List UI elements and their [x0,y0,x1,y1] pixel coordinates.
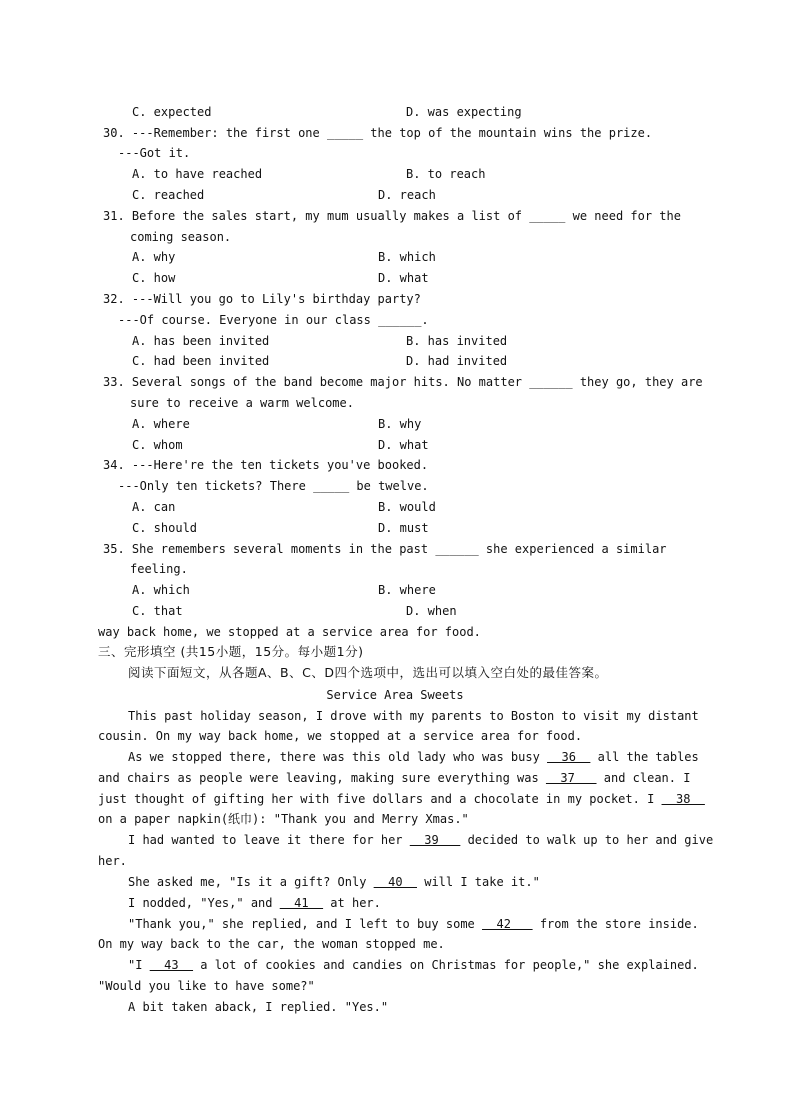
q35-option-d: D. when [406,604,457,618]
text: decided to walk up to her and give [460,833,714,847]
q30-option-b: B. to reach [406,167,486,181]
q31-stem-cont: coming season. [130,230,232,244]
text: at her. [323,896,381,910]
q32-option-d: D. had invited [406,354,508,368]
q34-stem: 34. ---Here're the ten tickets you've booked. [103,458,429,472]
passage-p6-line1 [128,917,699,932]
text: "Thank you," she replied, and I left to buy some [128,917,483,931]
q29-option-c: C. expected [132,105,212,119]
text: "I [128,958,150,972]
q34-reply: ---Only ten tickets? There _____ be twelve. [118,479,429,493]
q32-option-c: C. had been invited [132,354,270,368]
passage-p6-line2: On my way back to the car, the woman stopped me. [98,937,445,951]
q32-option-b: B. has invited [406,334,508,348]
q35-option-b: B. where [378,583,436,597]
section-instruction: 阅读下面短文，从各题A、B、C、D四个选项中，选出可以填入空白处的最佳答案。 [128,665,608,680]
passage-p7-line2: "Would you like to have some?" [98,979,315,993]
q35-stem-cont: feeling. [130,562,188,576]
q29-option-d: D. was expecting [406,105,522,119]
text: As we stopped there, there was this old lady who was busy [128,750,548,764]
text: and chairs as people were leaving, making sure everything was [98,771,546,785]
passage-p2-line1 [128,750,699,765]
section-heading: 三、完形填空 (共15小题，15分。每小题1分) [98,644,364,659]
q31-option-b: B. which [378,250,436,264]
passage-p3-line1 [128,833,713,848]
passage-p1-line2: cousin. On my way back home, we stopped at a service area for food. [98,729,583,743]
blank-36: 36 [547,750,591,764]
q33-option-a: A. where [132,417,190,431]
q34-option-b: B. would [378,500,436,514]
passage-title: Service Area Sweets [326,688,464,702]
text: all the tables [590,750,699,764]
passage-p8: A bit taken aback, I replied. "Yes." [128,1000,389,1014]
q33-option-c: C. whom [132,438,183,452]
passage-p2-line3 [98,792,705,807]
q30-stem: 30. ---Remember: the first one _____ the top of the mountain wins the prize. [103,126,653,140]
q30-option-c: C. reached [132,188,205,202]
q31-option-a: A. why [132,250,176,264]
q33-option-d: D. what [378,438,429,452]
passage-p2-line4: on a paper napkin(纸巾): "Thank you and Merry Xmas." [98,812,469,826]
q33-stem: 33. Several songs of the band become major hits. No matter ______ they go, they are [103,375,703,389]
text: and clean. I [596,771,691,785]
q35-option-a: A. which [132,583,190,597]
q34-option-a: A. can [132,500,176,514]
q30-option-a: A. to have reached [132,167,263,181]
text: a lot of cookies and candies on Christmas for people," she explained. [193,958,699,972]
stray-text-line: way back home, we stopped at a service area for food. [98,625,481,639]
q31-stem: 31. Before the sales start, my mum usually makes a list of _____ we need for the [103,209,681,223]
text: will I take it." [417,875,540,889]
q32-stem: 32. ---Will you go to Lily's birthday party? [103,292,421,306]
text: She asked me, "Is it a gift? Only [128,875,374,889]
q30-reply: ---Got it. [118,146,191,160]
blank-39: 39 [409,833,461,847]
q35-option-c: C. that [132,604,183,618]
q32-reply: ---Of course. Everyone in our class ______. [118,313,429,327]
text: just thought of gifting her with five dollars and a chocolate in my pocket. I [98,792,662,806]
blank-41: 41 [279,896,324,910]
q33-stem-cont: sure to receive a warm welcome. [130,396,354,410]
passage-p5 [128,896,381,911]
q31-option-c: C. how [132,271,176,285]
q31-option-d: D. what [378,271,429,285]
blank-40: 40 [373,875,417,889]
q35-stem: 35. She remembers several moments in the past ______ she experienced a similar [103,542,667,556]
q32-option-a: A. has been invited [132,334,270,348]
passage-p1-line1: This past holiday season, I drove with my parents to Boston to visit my distant [128,709,699,723]
q30-option-d: D. reach [378,188,436,202]
q34-option-c: C. should [132,521,198,535]
blank-38: 38 [661,792,705,806]
q34-option-d: D. must [378,521,429,535]
text: I had wanted to leave it there for her [128,833,410,847]
q33-option-b: B. why [378,417,422,431]
text: from the store inside. [532,917,699,931]
passage-p2-line2 [98,771,690,786]
blank-42: 42 [482,917,533,931]
blank-43: 43 [149,958,194,972]
passage-p3-line2: her. [98,854,127,868]
blank-37: 37 [545,771,597,785]
passage-p7-line1 [128,958,699,973]
passage-p4 [128,875,540,890]
text: I nodded, "Yes," and [128,896,280,910]
